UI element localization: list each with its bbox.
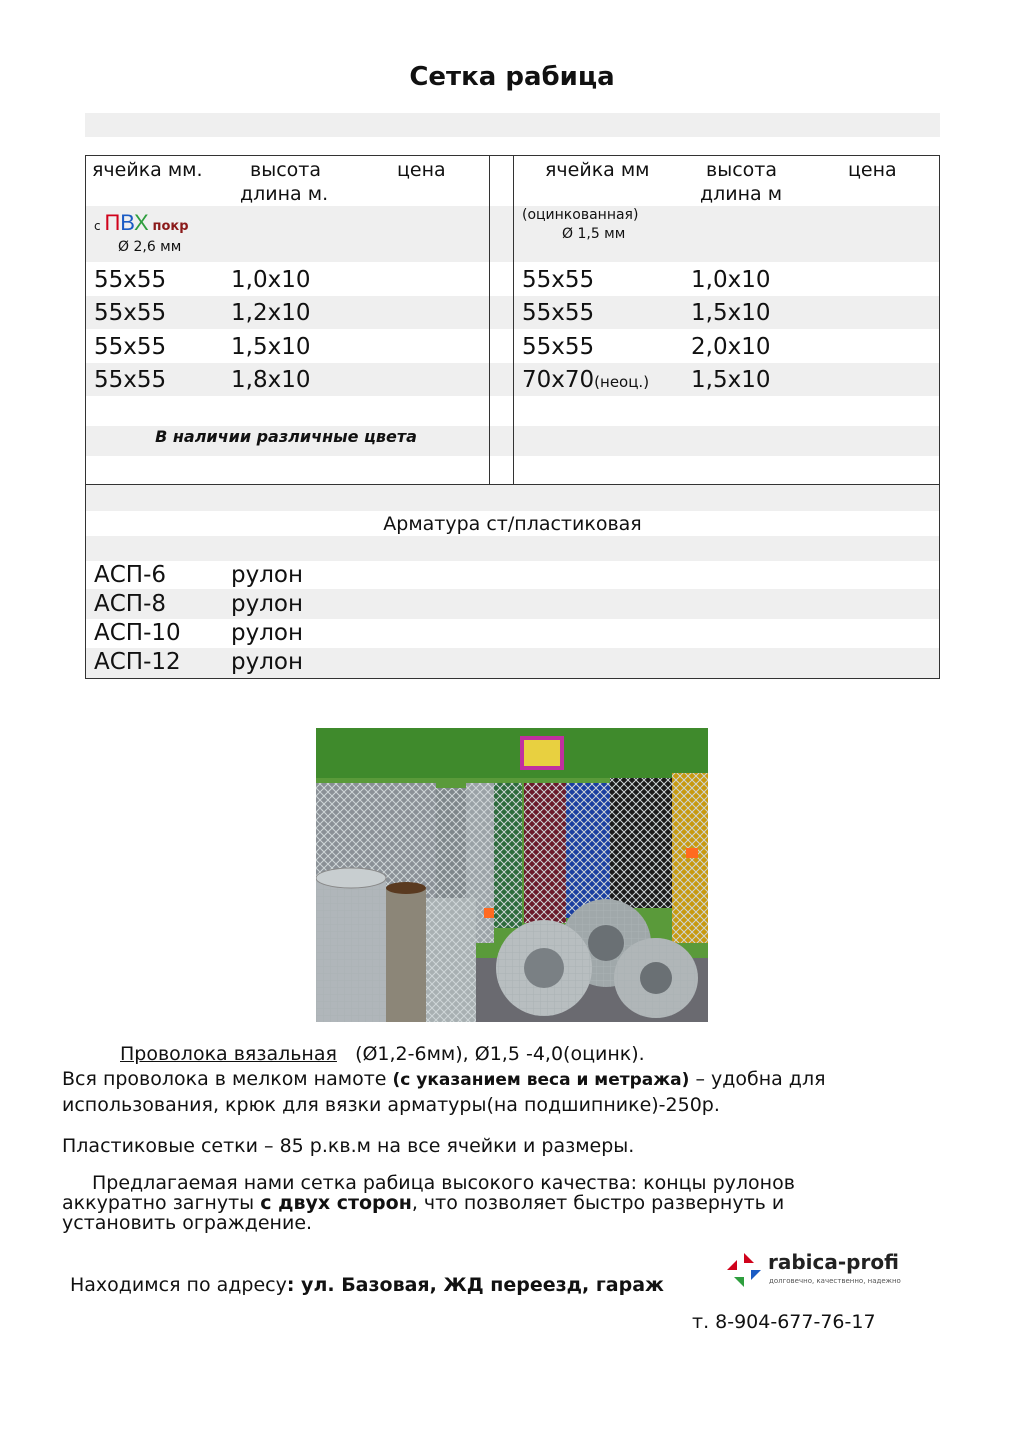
row-size: 1,5x10	[691, 367, 771, 393]
colors-note: В наличии различные цвета	[155, 427, 417, 446]
rebar-name: АСП-6	[94, 562, 167, 588]
row-cell: 55x55	[522, 267, 595, 293]
row-note: (неоц.)	[594, 373, 650, 391]
pvc-letter: В	[120, 210, 134, 235]
row-size: 1,0x10	[691, 267, 771, 293]
stripe	[86, 485, 939, 511]
row-cell: 55x55	[522, 334, 595, 360]
col-header-length: длина м.	[240, 183, 329, 205]
pvc-label	[94, 210, 189, 236]
logo-icon	[726, 1252, 762, 1288]
wire-sizes: (Ø1,2-6мм), Ø1,5 -4,0(оцинк).	[355, 1043, 645, 1065]
row-cell: 55x55	[94, 334, 167, 360]
rebar-unit: рулон	[231, 620, 304, 646]
wire-description	[62, 1067, 826, 1092]
row-cell: 55x55	[94, 300, 167, 326]
row-cell: 55x55	[94, 267, 167, 293]
col-header-cell: ячейка мм	[545, 159, 650, 181]
row-cell: 55x55	[522, 300, 595, 326]
pvc-prefix: с	[94, 219, 101, 233]
text-span: , что позволяет быстро развернуть и	[411, 1192, 785, 1214]
row-cell: 55x55	[94, 367, 167, 393]
text-bold: (с указанием веса и метража)	[392, 1070, 690, 1090]
divider	[489, 156, 490, 484]
pvc-letter: П	[104, 210, 121, 235]
col-header-price: цена	[397, 159, 446, 181]
stripe	[86, 648, 939, 678]
text-span: – удобна для	[695, 1068, 826, 1090]
galv-diameter: Ø 1,5 мм	[562, 226, 626, 242]
pvc-word	[104, 210, 148, 235]
rebar-title: Арматура ст/пластиковая	[383, 513, 642, 535]
stripe	[86, 589, 939, 619]
rebar-name: АСП-8	[94, 591, 167, 617]
rebar-unit: рулон	[231, 649, 304, 675]
col-header-length: длина м	[700, 183, 783, 205]
divider	[86, 484, 939, 485]
stripe	[86, 536, 939, 561]
rebar-unit: рулон	[231, 562, 304, 588]
divider	[513, 156, 514, 484]
row-size: 1,2x10	[231, 300, 311, 326]
rebar-unit: рулон	[231, 591, 304, 617]
pvc-diameter: Ø 2,6 мм	[118, 239, 182, 255]
pvc-letter: Х	[133, 210, 149, 235]
row-size: 1,5x10	[691, 300, 771, 326]
row-size: 1,0x10	[231, 267, 311, 293]
text-span: аккуратно загнуты	[62, 1192, 255, 1214]
wire-line	[120, 1042, 645, 1066]
header-stripe	[85, 113, 940, 137]
text-bold: с двух сторон	[260, 1192, 412, 1214]
col-header-height: высота	[706, 159, 777, 181]
logo-name: rabica-profi	[768, 1250, 899, 1274]
address-line	[70, 1273, 664, 1297]
wire-label: Проволока вязальная	[120, 1043, 337, 1065]
quality-line-1: Предлагаемая нами сетка рабица высокого качества: концы рулонов	[92, 1172, 795, 1194]
galv-label: (оцинкованная)	[522, 207, 639, 223]
page-title: Сетка рабица	[409, 62, 615, 92]
row-size: 1,8x10	[231, 367, 311, 393]
row-cell-value: 70x70	[522, 367, 595, 393]
row-size: 1,5x10	[231, 334, 311, 360]
rebar-name: АСП-10	[94, 620, 181, 646]
phone: т. 8-904-677-76-17	[692, 1311, 876, 1333]
col-header-height: высота	[250, 159, 321, 181]
price-table	[85, 155, 940, 679]
plastic-price: Пластиковые сетки – 85 р.кв.м на все ячейки и размеры.	[62, 1135, 635, 1157]
col-header-cell: ячейка мм.	[92, 159, 203, 181]
company-logo	[726, 1250, 906, 1290]
quality-line-3: установить ограждение.	[62, 1212, 313, 1234]
rebar-name: АСП-12	[94, 649, 181, 675]
text-span: Вся проволока в мелком намоте	[62, 1068, 387, 1090]
col-header-price: цена	[848, 159, 897, 181]
row-cell	[522, 365, 649, 397]
row-size: 2,0x10	[691, 334, 771, 360]
address-value: : ул. Базовая, ЖД переезд, гараж	[286, 1274, 664, 1296]
wire-description-2: использования, крюк для вязки арматуры(на подшипнике)-250р.	[62, 1094, 720, 1116]
address-label: Находимся по адресу	[70, 1274, 287, 1296]
pvc-suffix: покр	[152, 219, 189, 234]
mesh-rolls-photo	[316, 728, 708, 1022]
logo-tagline: долговечно, качественно, надежно	[769, 1277, 901, 1285]
quality-line-2	[62, 1193, 784, 1214]
